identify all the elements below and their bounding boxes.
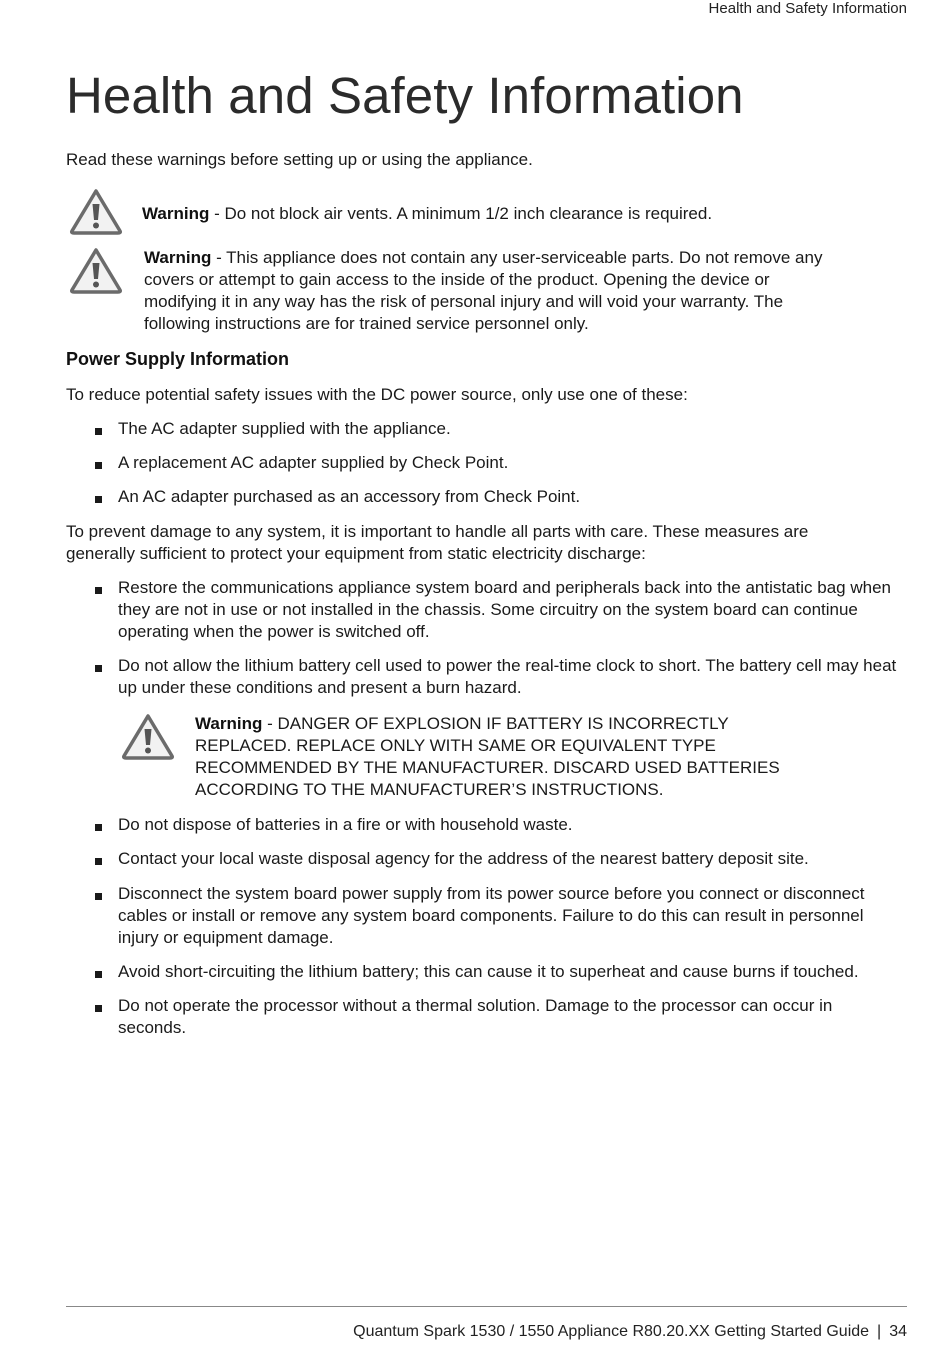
page-title: Health and Safety Information xyxy=(66,67,744,124)
warning-1 xyxy=(142,203,882,225)
bullet-icon xyxy=(95,893,102,900)
bullet-icon xyxy=(95,824,102,831)
page-number: 34 xyxy=(889,1323,907,1340)
bullet-icon xyxy=(95,496,102,503)
bullet-icon xyxy=(95,858,102,865)
warning-triangle-icon xyxy=(68,246,124,296)
warning-text: - Do not block air vents. A minimum 1/2 inch clearance is required. xyxy=(209,204,713,223)
list-item: An AC adapter purchased as an accessory from Check Point. xyxy=(118,487,581,506)
battery-warning xyxy=(195,713,815,801)
warning-text: - This appliance does not contain any user-serviceable parts. Do not remove any covers or attempt to gain access to the inside of the product. Opening the device or modifying it in any way has the risk of personal injury and will void your warranty. The following instructions are for trained service personnel only. xyxy=(144,248,823,333)
list-item: Do not operate the processor without a thermal solution. Damage to the processor can occur in seconds. xyxy=(118,996,833,1037)
warning-label: Warning xyxy=(142,204,210,223)
list-item: The AC adapter supplied with the appliance. xyxy=(118,419,451,438)
bullet-icon xyxy=(95,587,102,594)
warning-triangle-icon xyxy=(120,712,176,762)
footer-guide-title: Quantum Spark 1530 / 1550 Appliance R80.20.XX Getting Started Guide xyxy=(353,1323,870,1340)
bullet-icon xyxy=(95,1005,102,1012)
bullet-icon xyxy=(95,971,102,978)
warning-2 xyxy=(144,247,844,335)
warning-label: Warning xyxy=(195,714,263,733)
warning-label: Warning xyxy=(144,248,212,267)
bullet-icon xyxy=(95,462,102,469)
bullet-icon xyxy=(95,665,102,672)
running-header: Health and Safety Information xyxy=(708,0,907,17)
intro-text: Read these warnings before setting up or using the appliance. xyxy=(66,150,533,169)
static-intro: To prevent damage to any system, it is important to handle all parts with care. These measures are generally sufficient to protect your equipment from static electricity discharge: xyxy=(66,522,809,563)
list-item: Disconnect the system board power supply from its power source before you connect or disconnect cables or install or remove any system board components. Failure to do this can result in personnel injury or equipment damage. xyxy=(118,884,865,947)
list-item: Do not allow the lithium battery cell used to power the real-time clock to short. The battery cell may heat up under these conditions and present a burn hazard. xyxy=(118,656,897,697)
section-heading-power-supply: Power Supply Information xyxy=(66,349,290,369)
list-item: Restore the communications appliance system board and peripherals back into the antistatic bag when they are not in use or not installed in the chassis. Some circuitry on the system board can continue operating when the power is switched off. xyxy=(118,578,891,641)
power-supply-intro: To reduce potential safety issues with the DC power source, only use one of these: xyxy=(66,385,688,404)
list-item: Do not dispose of batteries in a fire or with household waste. xyxy=(118,815,573,834)
page-footer xyxy=(353,1323,907,1341)
warning-text: - DANGER OF EXPLOSION IF BATTERY IS INCORRECTLY REPLACED. REPLACE ONLY WITH SAME OR EQUIVALENT TYPE RECOMMENDED BY THE MANUFACTURER. DISCARD USED BATTERIES ACCORDING TO THE MANUFACTURER’S INSTRUCTIONS. xyxy=(195,714,780,799)
warning-triangle-icon xyxy=(68,187,124,237)
footer-divider xyxy=(66,1306,907,1307)
list-item: Contact your local waste disposal agency for the address of the nearest battery deposit site. xyxy=(118,849,809,868)
list-item: Avoid short-circuiting the lithium battery; this can cause it to superheat and cause burns if touched. xyxy=(118,962,859,981)
footer-separator: | xyxy=(877,1323,882,1340)
list-item: A replacement AC adapter supplied by Check Point. xyxy=(118,453,509,472)
bullet-icon xyxy=(95,428,102,435)
